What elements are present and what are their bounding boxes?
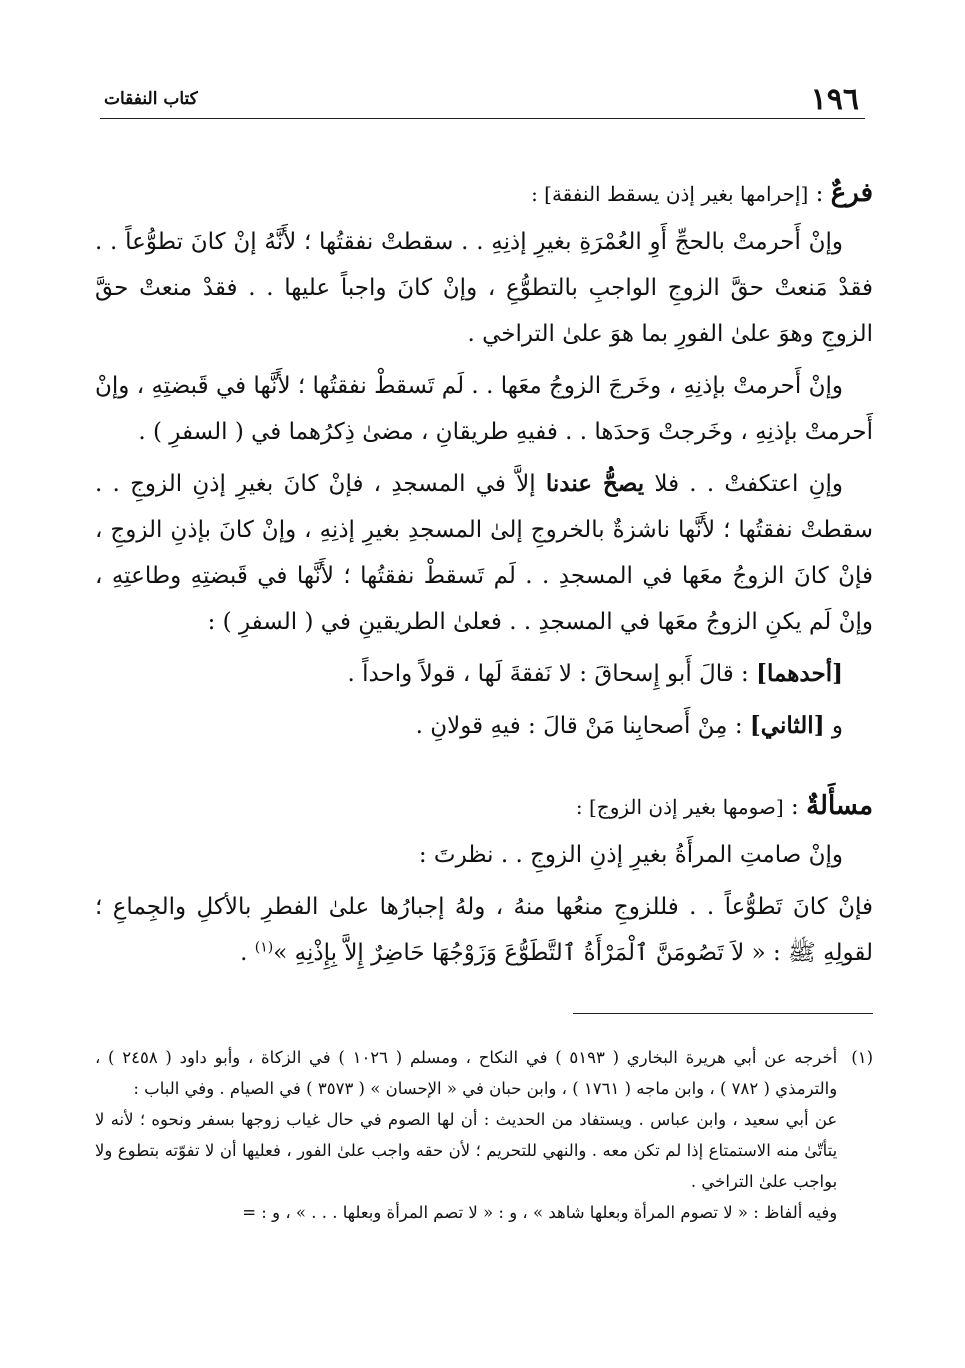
paragraph: وإنْ أَحرمتْ بإذنِهِ ، وخَرجَ الزوجُ معَها . . لَم تَسقطْ نفقتُها ؛ لأَنَّها في قَبضتِهِ ، وإنْ أَحرمتْ بإذنِهِ ، وخَرجتْ وَحدَها . . ففيهِ طريقانِ ، مضىٰ ذِكرُهما في ( السفرِ ) . [95,373,873,445]
emphasis-text: يصحُّ عندنا [545,470,645,497]
item-text: : قالَ أَبو إِسحاقَ : لا نَفقةَ لَها ، قولاً واحداً . [347,661,757,687]
heading-separator: : [808,181,831,207]
footnote-paragraph: أخرجه عن أبي هريرة البخاري ( ٥١٩٣ ) في النكاح ، ومسلم ( ١٠٢٦ ) في الزكاة ، وأبو داود ( ٢٤٥٨ ) ، والترمذي ( ٧٨٢ ) ، وابن ماجه ( ١٧٦١ ) ، وابن حبان في « الإحسان » ( ٣٥٧٣ ) في الصيام . وفي الباب : [95,1048,838,1098]
section-subtitle: [إحرامها بغير إذن يسقط النفقة] : [531,182,809,206]
page-header [100,80,865,119]
list-item [95,651,873,697]
paragraph [95,461,873,645]
footnote-body [95,1042,837,1228]
paragraph: وإنْ صامتِ المرأَةُ بغيرِ إذنِ الزوجِ . . نظرتَ : [418,842,843,868]
section-heading-masala [95,783,873,830]
section-subtitle: [صومها بغير إذن الزوج] : [575,795,784,819]
section-gap [95,755,873,783]
main-text [95,170,873,982]
paragraph-text: إلاَّ في المسجدِ ، فإنْ كانَ بغيرِ إذنِ الزوجِ . . سقطتْ نفقتُها ؛ لأَنَّها ناشزةٌ بالخروجِ إلىٰ المسجدِ بغيرِ إذنِهِ ، وإنْ كانَ بإذنِ الزوجِ ، فإنْ كانَ الزوجُ معَها في المسجدِ . . لَم تَسقطْ نفقتُها ؛ لأَنَّها في قَبضتِهِ وطاعتِهِ ، وإنْ لَم يكنِ الزوجُ معَها في المسجدِ . . فعلىٰ الطريقينِ في ( السفرِ ) : [95,471,873,635]
footnote [95,1042,873,1228]
footnote-reference[interactable]: (١) [254,939,274,956]
page-number: ١٩٦ [810,81,859,117]
item-prefix: و [824,713,843,739]
item-label: [أحدهما] [756,660,843,687]
quote-close: » [273,940,295,966]
list-item [95,703,873,749]
paragraph [95,884,873,976]
paragraph: وإنْ أَحرمتْ بالحجِّ أَوِ العُمْرَةِ بغيرِ إذنِهِ . . سقطتْ نفقتُها ؛ لأَنَّهُ إنْ كانَ تطوُّعاً . . فقدْ مَنعتْ حقَّ الزوجِ الواجبِ بالتطوُّعِ ، وإنْ كانَ واجباً عليها . . فقدْ منعتْ حقَّ الزوجِ وهوَ علىٰ الفورِ بما هوَ علىٰ التراخي . [95,229,873,347]
footnotes [95,1042,873,1228]
item-label: [الثاني] [749,712,825,739]
paragraph-text: وإنِ اعتكفتْ . . فلا [644,471,843,497]
heading-separator: : [783,794,807,820]
footnote-paragraph: عن أبي سعيد ، وابن عباس . ويستفاد من الحديث : أن لها الصوم في حال غياب زوجها بسفر ونحوه ؛ لأنه لا يتأتّىٰ منه الاستمتاع إذا لم تكن معه . والنهي للتحريم ؛ لأن حقه واجب علىٰ الفور ، فعليها أن لا تفوّته بتطوع ولا بواجب علىٰ التراخي . [95,1110,838,1191]
running-title: كتاب النفقات [104,89,198,109]
section-heading-far [95,170,873,217]
section-label: مسأَلةٌ [806,791,873,821]
hadith-quote: لاَ تَصُومَنَّ ٱلْمَرْأَةُ ٱلتَّطَوُّعَ وَزَوْجُهَا حَاضِرٌ إِلاَّ بِإِذْنِهِ [294,940,745,966]
section-label: فرعٌ [830,178,873,208]
paragraph-text: . [240,940,255,966]
footnote-divider [573,1013,873,1014]
item-text: : مِنْ أَصحابِنا مَنْ قالَ : فيهِ قولانِ . [415,713,750,739]
footnote-paragraph: وفيه ألفاظ : « لا تصوم المرأة وبعلها شاهد » ، و : « لا تصم المرأة وبعلها . . . » ، و : = [242,1203,838,1222]
paragraph-text: فإنْ كانَ تَطوُّعاً . . فللزوجِ منعُها منهُ ، ولهُ إجبارُها علىٰ الفطرِ بالأكلِ والجِماعِ ؛ لقولِهِ ﷺ : « [95,894,874,966]
footnote-number: (١) [851,1048,873,1067]
